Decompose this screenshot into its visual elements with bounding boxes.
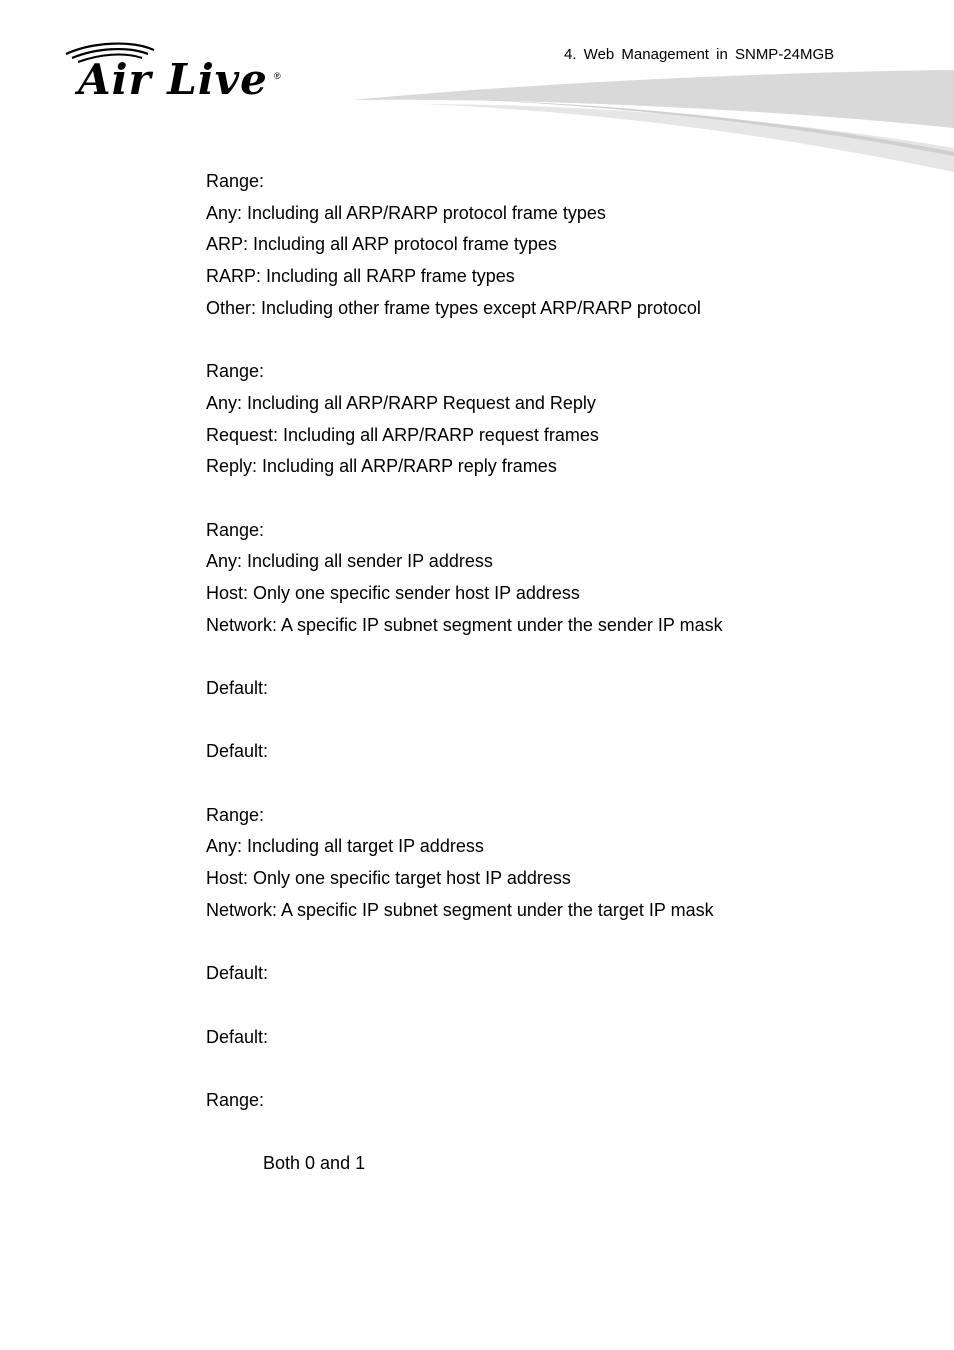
text-line: Default: <box>206 678 269 698</box>
text-line: ARP: Including all ARP protocol frame types <box>206 234 557 255</box>
text-line: Range: <box>206 361 265 382</box>
registered-mark: ® <box>274 71 281 81</box>
text-line: Both 0 and 1 <box>263 1153 366 1174</box>
text-line: Range: <box>206 519 265 540</box>
blank-line <box>206 705 906 737</box>
airlive-logo: Air Live <box>78 55 268 104</box>
blank-line <box>206 1053 906 1085</box>
text-line: Host: Only one specific target host IP address <box>206 868 571 889</box>
text-line: Host: Only one specific sender host IP address <box>206 582 580 603</box>
text-line: Range: <box>206 804 265 825</box>
text-line: Range: <box>206 1089 265 1110</box>
text-line: Range: <box>206 171 265 191</box>
blank-line <box>206 927 906 959</box>
text-line: RARP: Including all RARP frame types <box>206 266 515 287</box>
chapter-header: 4. Web Management in SNMP-24MGB <box>564 46 835 63</box>
text-line: Any: Including all ARP/RARP Request and Reply <box>206 392 596 413</box>
blank-line <box>206 990 906 1022</box>
text-line: Network: A specific IP subnet segment under the sender IP mask <box>206 614 723 635</box>
blank-line <box>206 768 906 800</box>
text-line: Any: Including all ARP/RARP protocol frame types <box>206 202 606 223</box>
text-line: Request: Including all ARP/RARP request frames <box>206 424 599 445</box>
text-line: Any: Including all target IP address <box>206 836 484 857</box>
text-line: Other: Including other frame types except ARP/RARP protocol <box>206 297 701 318</box>
text-line: Default: <box>206 741 269 762</box>
text-line: Network: A specific IP subnet segment under the target IP mask <box>206 899 714 920</box>
text-line: Reply: Including all ARP/RARP reply frames <box>206 456 557 477</box>
text-line: Default: <box>206 1026 269 1047</box>
blank-line <box>206 324 906 356</box>
blank-line <box>206 641 906 673</box>
body-text <box>206 166 906 1180</box>
blank-line <box>206 1117 906 1149</box>
text-line: Any: Including all sender IP address <box>206 551 493 572</box>
blank-line <box>206 483 906 515</box>
text-line: Default: <box>206 963 269 984</box>
